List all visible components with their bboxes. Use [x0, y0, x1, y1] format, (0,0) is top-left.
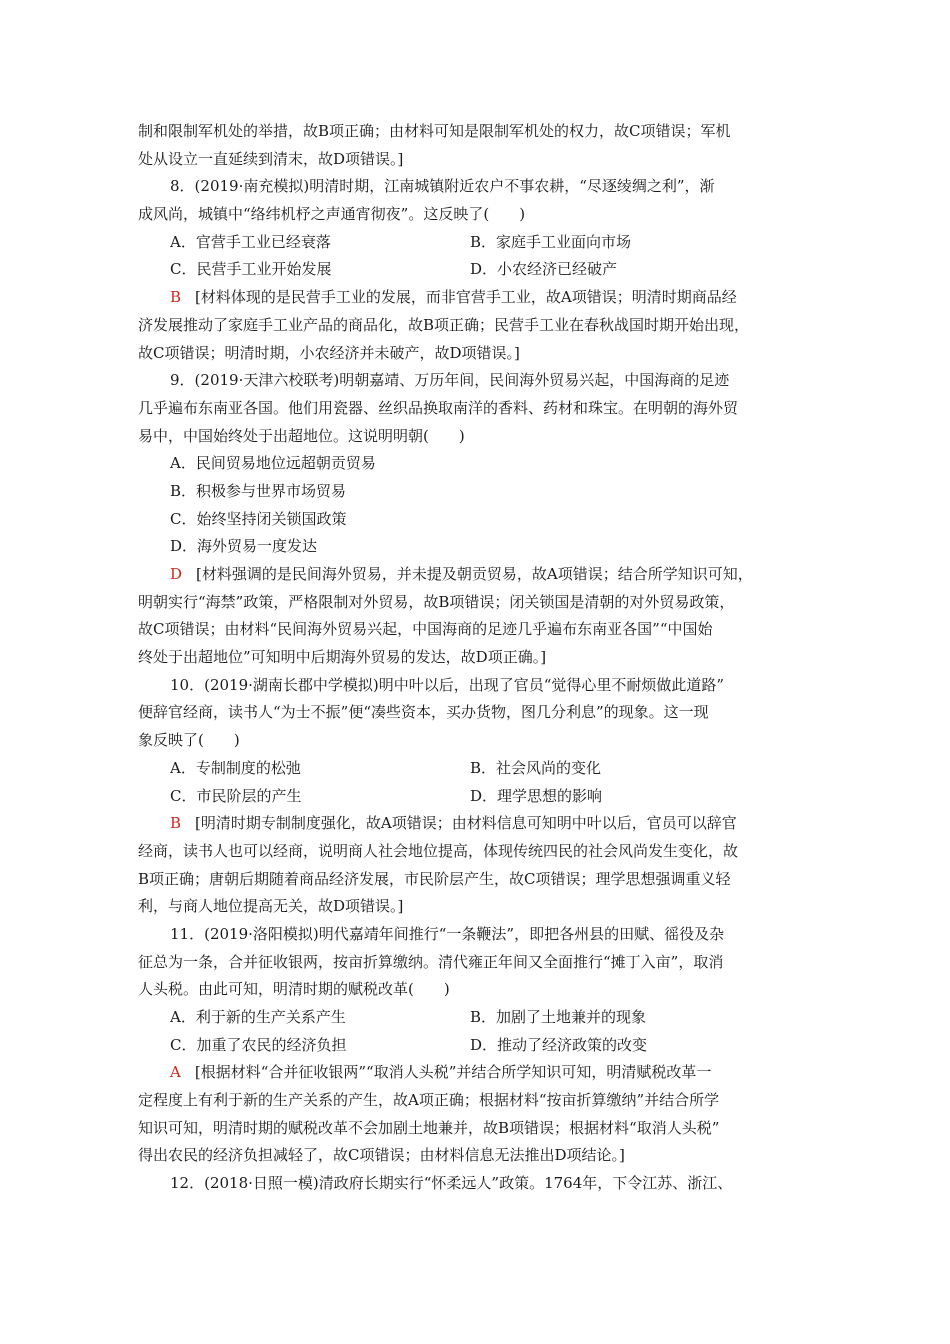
explanation-text: [材料强调的是民间海外贸易，并未提及朝贡贸易，故A项错误；结合所学知识可知，	[196, 565, 753, 583]
option-row	[138, 783, 814, 811]
option-b: B．社会风尚的变化	[470, 758, 602, 777]
question-12	[138, 1170, 814, 1198]
question-stem: 成风尚，城镇中“络纬机杼之声通宵彻夜”。这反映了( )	[138, 205, 526, 224]
explanation-line: 利，与商人地位提高无关，故D项错误。]	[138, 897, 404, 916]
answer-explanation	[138, 1059, 814, 1087]
option-row	[138, 1032, 814, 1060]
answer-letter: B	[170, 288, 182, 307]
question-11	[138, 921, 814, 1170]
option-c: C．始终坚持闭关锁国政策	[170, 509, 347, 528]
question-stem: 9．(2019·天津六校联考)明朝嘉靖、万历年间，民间海外贸易兴起，中国海商的足迹	[170, 371, 730, 390]
explanation-line: B项正确；唐朝后期随着商品经济发展，市民阶层产生，故C项错误；理学思想强调重义轻	[138, 869, 731, 888]
option-b: B．家庭手工业面向市场	[470, 232, 632, 251]
explanation-line: 故C项错误；由材料“民间海外贸易兴起，中国海商的足迹几乎遍布东南亚各国”“中国始	[138, 620, 713, 639]
question-stem: 象反映了( )	[138, 731, 240, 750]
question-stem: 12．(2018·日照一模)清政府长期实行“怀柔远人”政策。1764年，下令江苏、浙江、	[170, 1174, 733, 1193]
answer-letter: A	[170, 1063, 181, 1082]
question-stem: 8．(2019·南充模拟)明清时期，江南城镇附近农户不事农耕，“尽逐绫绸之利”，渐	[170, 177, 715, 196]
answer-explanation	[138, 810, 814, 838]
explanation-line: 济发展推动了家庭手工业产品的商品化，故B项正确；民营手工业在春秋战国时期开始出现，	[138, 315, 750, 334]
explanation-line: 经商，读书人也可以经商，说明商人社会地位提高，体现传统四民的社会风尚发生变化，故	[138, 841, 739, 860]
answer-letter: D	[170, 565, 183, 583]
option-row	[138, 755, 814, 783]
explanation-line: 得出农民的经济负担减轻了，故C项错误；由材料信息无法推出D项结论。]	[138, 1146, 625, 1165]
option-row	[138, 256, 814, 284]
explanation-text: [明清时期专制制度强化，故A项错误；由材料信息可知明中叶以后，官员可以辞官	[195, 814, 737, 833]
option-c: C．民营手工业开始发展	[170, 260, 332, 279]
option-row	[138, 229, 814, 257]
question-stem: 人头税。由此可知，明清时期的赋税改革( )	[138, 980, 450, 999]
option-a: A．利于新的生产关系产生	[170, 1008, 346, 1026]
intro-line: 处从设立一直延续到清末，故D项错误。]	[138, 149, 404, 168]
question-stem: 便辞官经商，读书人“为士不振”便“凑些资本，买办货物，图几分利息”的现象。这一现	[138, 703, 709, 722]
option-d: D．小农经济已经破产	[470, 260, 618, 279]
option-a: A．专制制度的松弛	[170, 758, 301, 777]
answer-explanation	[138, 561, 814, 589]
explanation-text: [材料体现的是民营手工业的发展，而非官营手工业，故A项错误；明清时期商品经	[195, 288, 737, 307]
explanation-line: 终处于出超地位”可知明中后期海外贸易的发达，故D项正确。]	[138, 648, 547, 667]
explanation-line: 故C项错误；明清时期，小农经济并未破产，故D项错误。]	[138, 343, 520, 362]
question-stem: 10．(2019·湖南长郡中学模拟)明中叶以后，出现了官员“觉得心里不耐烦做此道路”	[170, 675, 725, 694]
page-content	[138, 118, 814, 1198]
option-d: D．理学思想的影响	[470, 786, 603, 805]
option-a: A．官营手工业已经衰落	[170, 232, 331, 251]
option-c: C．市民阶层的产生	[170, 786, 302, 805]
option-b: B．积极参与世界市场贸易	[170, 481, 347, 500]
explanation-line: 定程度上有利于新的生产关系的产生，故A项正确；根据材料“按亩折算缴纳”并结合所学	[138, 1091, 720, 1110]
option-c: C．加重了农民的经济负担	[170, 1035, 347, 1054]
option-row	[138, 1004, 814, 1032]
question-stem: 征总为一条，合并征收银两，按亩折算缴纳。清代雍正年间又全面推行“摊丁入亩”，取消	[138, 952, 724, 971]
option-b: B．加剧了土地兼并的现象	[470, 1008, 647, 1026]
explanation-line: 明朝实行“海禁”政策，严格限制对外贸易，故B项错误；闭关锁国是清朝的对外贸易政策，	[138, 592, 735, 611]
option-d: D．海外贸易一度发达	[170, 537, 318, 556]
question-10	[138, 672, 814, 921]
answer-explanation	[138, 284, 814, 312]
question-stem: 11．(2019·洛阳模拟)明代嘉靖年间推行“一条鞭法”，即把各州县的田赋、徭役及杂	[170, 924, 725, 943]
option-a: A．民间贸易地位远超朝贡贸易	[170, 454, 376, 473]
answer-letter: B	[170, 814, 182, 833]
explanation-text: [根据材料“合并征收银两”“取消人头税”并结合所学知识可知，明清赋税改革一	[194, 1063, 712, 1082]
question-stem: 几乎遍布东南亚各国。他们用瓷器、丝织品换取南洋的香料、药材和珠宝。在明朝的海外贸	[138, 398, 739, 417]
explanation-line: 知识可知，明清时期的赋税改革不会加剧土地兼并，故B项错误；根据材料“取消人头税”	[138, 1118, 720, 1137]
question-8	[138, 173, 814, 367]
question-9	[138, 367, 814, 672]
intro-line: 制和限制军机处的举措，故B项正确；由材料可知是限制军机处的权力，故C项错误；军机	[138, 122, 731, 140]
question-stem: 易中，中国始终处于出超地位。这说明明朝( )	[138, 426, 465, 445]
option-d: D．推动了经济政策的改变	[470, 1035, 648, 1054]
